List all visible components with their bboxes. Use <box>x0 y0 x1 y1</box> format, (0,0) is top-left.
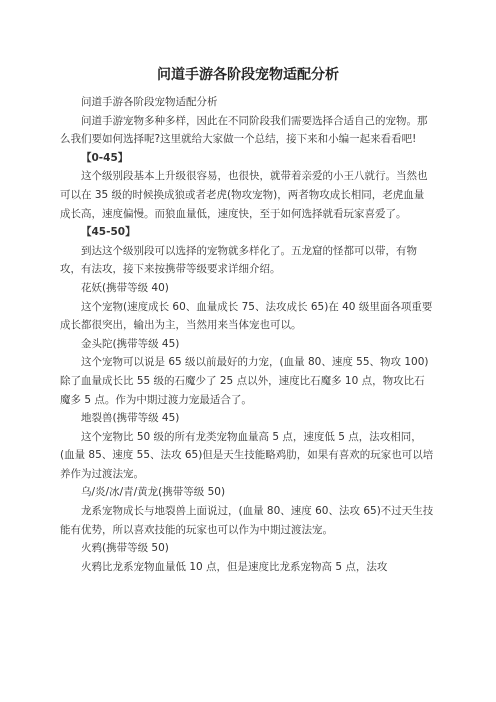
paragraph: 火鸦(携带等级 50) <box>81 542 169 555</box>
paragraph: 这个宠物(速度成长 60、血量成长 75、法攻成长 65)在 40 级里面各项重要成长都很突出，输出为主，当然用来当体宠也可以。 <box>60 300 433 332</box>
section-heading: 【45-50】 <box>81 226 136 239</box>
paragraph: 问道手游宠物多种多样，因此在不同阶段我们需要选择合适自己的宠物。那么我们要如何选择呢?这里就给大家做一个总结，接下来和小编一起来看看吧! <box>60 114 428 146</box>
paragraph: 乌/炎/冰/青/黄龙(携带等级 50) <box>81 486 226 499</box>
section-heading: 【0-45】 <box>81 151 129 164</box>
paragraph: 火鸦比龙系宠物血量低 10 点，但是速度比龙系宠物高 5 点，法攻 <box>81 560 388 573</box>
document-body <box>60 93 434 576</box>
paragraph: 问道手游各阶段宠物适配分析 <box>81 96 218 108</box>
paragraph: 龙系宠物成长与地裂兽上面说过，(血量 80、速度 60、法攻 65)不过天生技能有优势，所以喜欢技能的玩家也可以作为中期过渡法宠。 <box>60 505 434 536</box>
paragraph: 这个宠物比 50 级的所有龙类宠物血量高 5 点，速度低 5 点，法攻相同，(血量 85、速度 55、法攻 65)但是天生技能略鸡肋，如果有喜欢的玩家也可以培养作为过渡法宠。 <box>60 430 434 480</box>
paragraph: 花妖(携带等级 40) <box>81 281 169 294</box>
paragraph: 这个宠物可以说是 65 级以前最好的力宠，(血量 80、速度 55、物攻 100)除了血量成长比 55 级的石魔少了 25 点以外，速度比石魔多 10 点，物攻比石魔多 5 点。作为中期过渡力宠最适合了。 <box>60 356 429 406</box>
document-title: 问道手游各阶段宠物适配分析 <box>157 67 339 83</box>
paragraph: 地裂兽(携带等级 45) <box>81 412 180 425</box>
paragraph: 到达这个级别段可以选择的宠物就多样化了。五龙窟的怪都可以带，有物攻，有法攻，接下来按携带等级要求详细介绍。 <box>60 244 417 276</box>
paragraph: 这个级别段基本上升级很容易，也很快，就带着亲爱的小王八就行。当然也可以在 35 级的时候换成狼或者老虎(物攻宠物)，两者物攻成长相同，老虎血量成长高，速度偏慢。而狼血量低，速度快，至于如何选择就看玩家喜爱了。 <box>60 170 428 220</box>
paragraph: 金头陀(携带等级 45) <box>81 337 180 350</box>
